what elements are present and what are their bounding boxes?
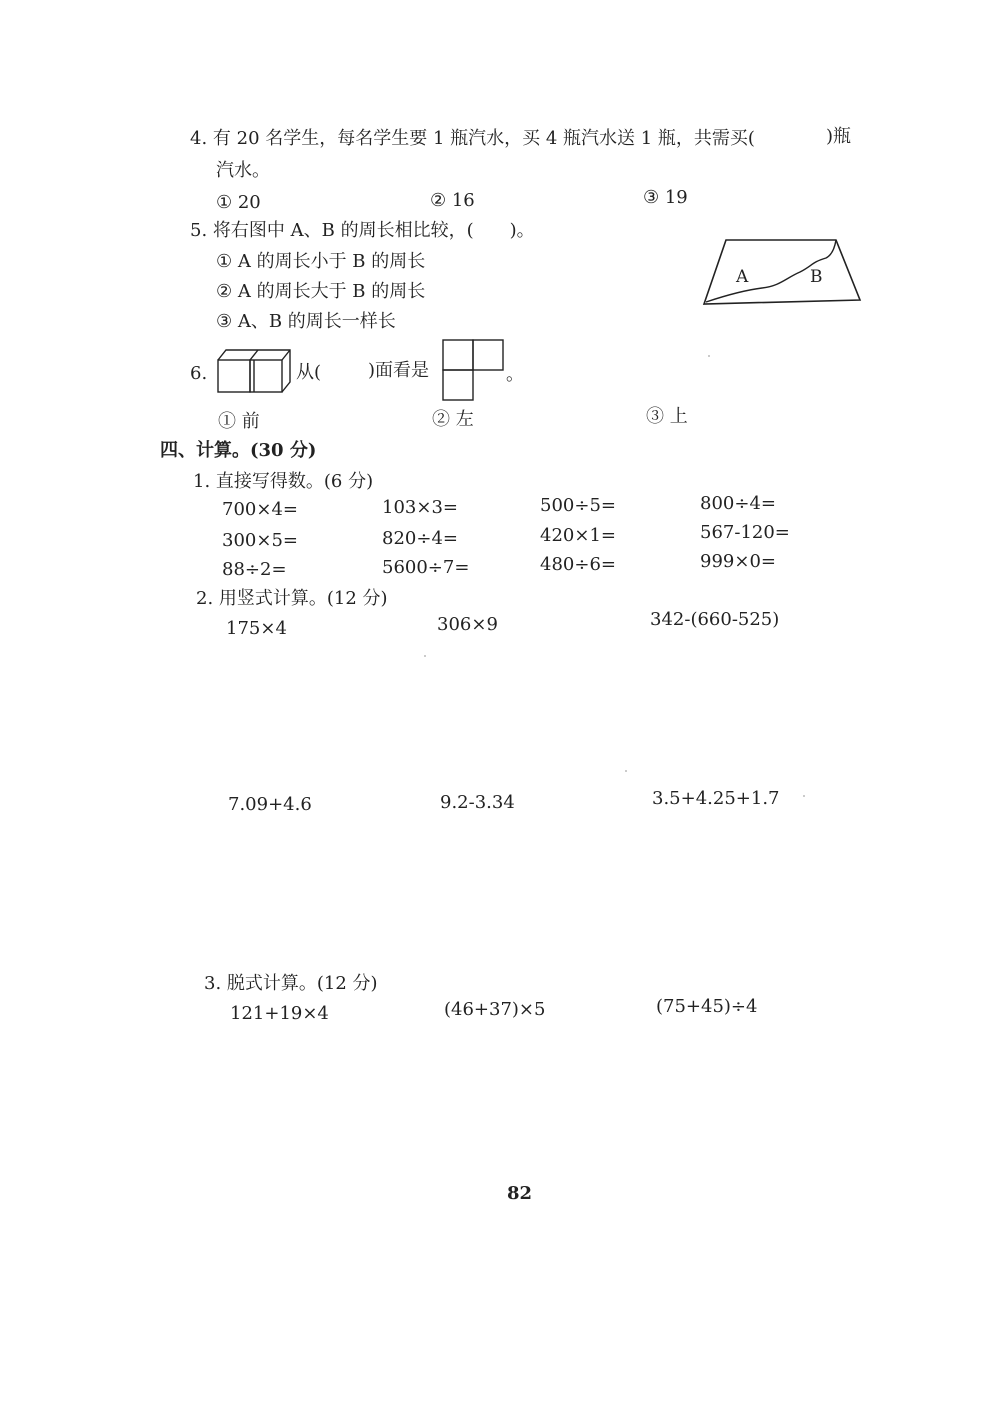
part3-title: 3. 脱式计算。(12 分) xyxy=(204,973,378,994)
q6-end: 。 xyxy=(506,364,524,385)
q6-from: 从( xyxy=(296,362,322,383)
trapezoid-figure xyxy=(700,236,864,308)
part1-title: 1. 直接写得数。(6 分) xyxy=(193,471,374,492)
vertical-calc-item: 342-(660-525) xyxy=(650,609,780,630)
oral-item: 88÷2= xyxy=(222,559,287,580)
figure-label-a: A xyxy=(736,267,749,287)
scan-speck xyxy=(708,355,710,357)
oral-item: 700×4= xyxy=(222,499,298,520)
oral-item: 480÷6= xyxy=(540,554,616,575)
oral-item: 500÷5= xyxy=(540,495,616,516)
vertical-calc-item: 306×9 xyxy=(437,614,498,635)
q4-option-2: ② 16 xyxy=(430,190,475,211)
oral-item: 103×3= xyxy=(382,497,458,518)
oral-item: 800÷4= xyxy=(700,493,776,514)
q5-stem: 5. 将右图中 A、B 的周长相比较，( )。 xyxy=(190,220,535,241)
q6-option-1: ① 前 xyxy=(218,411,260,432)
q6-option-2: ② 左 xyxy=(432,409,474,430)
q6-view: )面看是 xyxy=(368,360,430,381)
q4-option-1: ① 20 xyxy=(216,192,261,213)
oral-item: 300×5= xyxy=(222,530,298,551)
q4-line1: 4. 有 20 名学生，每名学生要 1 瓶汽水，买 4 瓶汽水送 1 瓶，共需买( xyxy=(190,128,755,149)
oral-item: 567-120= xyxy=(700,522,790,543)
q5-option-3: ③ A、B 的周长一样长 xyxy=(216,311,396,332)
q5-option-2: ② A 的周长大于 B 的周长 xyxy=(216,281,426,302)
oral-item: 820÷4= xyxy=(382,528,458,549)
scan-speck xyxy=(803,795,805,797)
q5-option-1: ① A 的周长小于 B 的周长 xyxy=(216,251,426,272)
step-calc-item: 121+19×4 xyxy=(230,1003,329,1024)
q4-option-3: ③ 19 xyxy=(643,187,688,208)
q6-number: 6. xyxy=(190,363,208,384)
part2-title: 2. 用竖式计算。(12 分) xyxy=(196,588,388,609)
q6-option-3: ③ 上 xyxy=(646,406,688,427)
vertical-calc-item: 7.09+4.6 xyxy=(228,794,312,815)
vertical-calc-item: 3.5+4.25+1.7 xyxy=(652,788,780,809)
scan-speck xyxy=(424,655,426,657)
scan-speck xyxy=(625,770,627,772)
cubes-figure xyxy=(216,344,292,396)
oral-item: 5600÷7= xyxy=(382,557,470,578)
section-title: 四、计算。(30 分) xyxy=(160,440,317,461)
q4-line2: 汽水。 xyxy=(216,160,270,181)
vertical-calc-item: 175×4 xyxy=(226,618,287,639)
page-number: 82 xyxy=(507,1183,533,1204)
step-calc-item: (75+45)÷4 xyxy=(656,996,758,1017)
figure-label-b: B xyxy=(810,267,823,287)
oral-item: 999×0= xyxy=(700,551,776,572)
view-figure xyxy=(441,338,505,402)
q4-line1-end: )瓶 xyxy=(826,126,852,147)
vertical-calc-item: 9.2-3.34 xyxy=(440,792,515,813)
step-calc-item: (46+37)×5 xyxy=(444,999,546,1020)
oral-item: 420×1= xyxy=(540,525,616,546)
